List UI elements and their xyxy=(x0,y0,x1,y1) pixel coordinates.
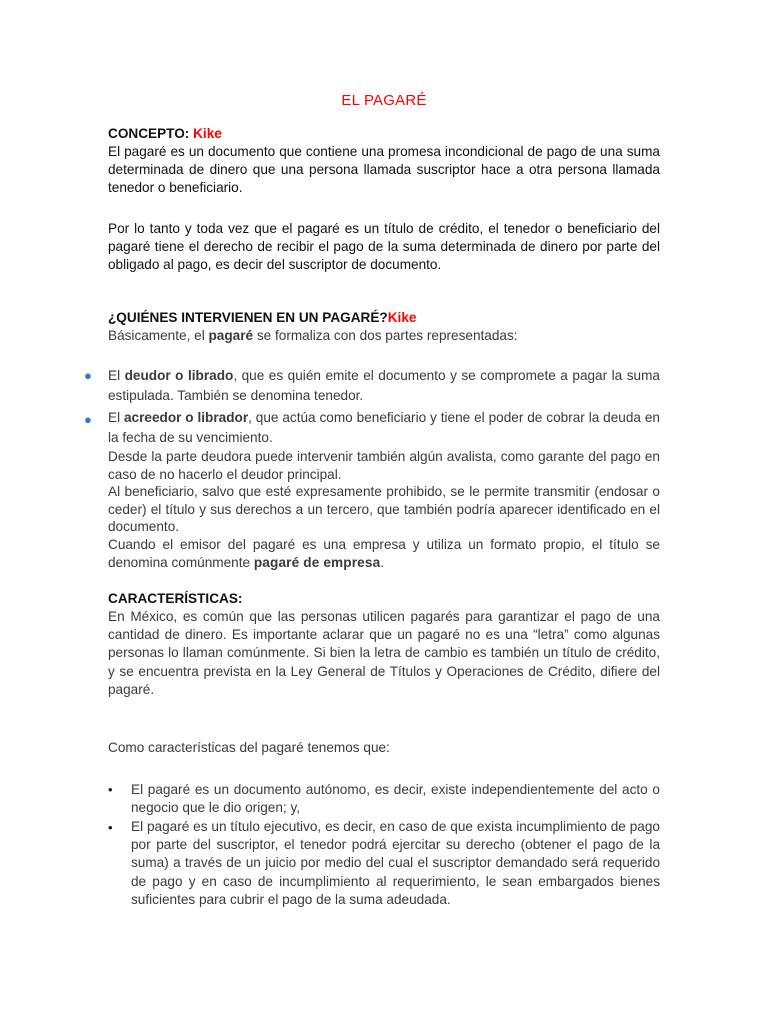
intervienen-intro xyxy=(108,327,660,345)
caracteristicas-intro: Como características del pagaré tenemos que: xyxy=(108,740,390,755)
item2-bold: acreedor o librador xyxy=(123,410,249,425)
beneficiario-paragraph: Al beneficiario, salvo que esté expresamente prohibido, se le permite transmitir (endosar o ceder) el título y sus derechos a un tercero, que también podría aparecer identificado en el documento. xyxy=(108,484,660,535)
emisor-paragraph xyxy=(108,536,660,571)
concepto-paragraph-2: Por lo tanto y toda vez que el pagaré es un título de crédito, el tenedor o beneficiario del pagaré tiene el derecho de recibir el pago de la suma determinada de dinero por parte del obligado al pago, es decir del suscriptor de documento. xyxy=(108,221,660,273)
intervienen-details xyxy=(108,448,660,571)
concepto-section xyxy=(108,125,660,198)
bullet-dot-icon: • xyxy=(108,820,113,835)
caracteristica-item-2-text: El pagaré es un título ejecutivo, es decir, en caso de que exista incumplimiento de pago por parte del suscriptor, el tenedor podrá ejercitar su derecho (obtener el pago de la suma) a través de un juicio por medio del cual el suscriptor demandado será requerido de pago y en caso de incumplimiento al requerimiento, le sean embargados bienes suficientes para cubrir el pago de la suma adeudada. xyxy=(131,819,660,907)
item2-text-a: El xyxy=(108,410,124,425)
bullet-dot-icon: ● xyxy=(84,368,92,383)
bullet-dot-icon: ● xyxy=(84,412,92,427)
item1-bold: deudor o librado xyxy=(124,368,234,383)
intervienen-heading-label: ¿QUIÉNES INTERVIENEN EN UN PAGARÉ? xyxy=(108,310,388,325)
list-item-deudor xyxy=(108,366,660,406)
emisor-bold: pagaré de empresa xyxy=(253,554,381,570)
concepto-author: Kike xyxy=(193,126,222,141)
caracteristica-item-1 xyxy=(131,781,660,817)
caracteristicas-intro-block xyxy=(108,739,660,757)
document-title: EL PAGARÉ xyxy=(341,92,427,109)
intervienen-author: Kike xyxy=(387,310,417,325)
caracteristicas-section xyxy=(108,590,660,699)
caracteristicas-paragraph: En México, es común que las personas utilicen pagarés para garantizar el pago de una cantidad de dinero. Es importante aclarar que un pagaré no es una “letra” como algunas personas lo llaman comúnmente. Si bien la letra de cambio es también un título de crédito, y se encuentra prevista en la Ley General de Títulos y Operaciones de Crédito, difiere del pagaré. xyxy=(108,609,660,697)
list-item-deudor-text xyxy=(108,366,660,406)
item1-text-a: El xyxy=(108,368,125,383)
item1-text-b: , que es quién emite el documento y se compromete a pagar la suma estipulada. También se denomina tenedor. xyxy=(108,368,660,403)
caracteristicas-heading: CARACTERÍSTICAS: xyxy=(108,591,243,606)
intervienen-section xyxy=(108,309,660,345)
concepto-paragraph-2-block xyxy=(108,220,660,275)
list-item-acreedor-text xyxy=(108,408,660,448)
intervienen-intro-bold: pagaré xyxy=(208,328,254,343)
bullet-dot-icon: • xyxy=(108,782,113,797)
concepto-heading-label: CONCEPTO: xyxy=(108,126,190,141)
caracteristica-item-1-text: El pagaré es un documento autónomo, es decir, existe independientemente del acto o negocio que le dio origen; y, xyxy=(131,782,660,816)
caracteristica-item-2 xyxy=(131,818,660,909)
concepto-paragraph-1: El pagaré es un documento que contiene una promesa incondicional de pago de una suma determinada de dinero que una persona llamada suscriptor hace a otra persona llamada tenedor o beneficiario. xyxy=(108,144,660,196)
intervienen-intro-text-a: Básicamente, el xyxy=(108,328,209,343)
list-item-acreedor xyxy=(108,408,660,448)
intervienen-intro-text-b: se formaliza con dos partes representadas: xyxy=(253,328,518,343)
concepto-heading xyxy=(108,125,660,143)
item2-text-b: , que actúa como beneficiario y tiene el poder de cobrar la deuda en la fecha de su vencimiento. xyxy=(108,410,660,445)
avalista-paragraph: Desde la parte deudora puede intervenir también algún avalista, como garante del pago en caso de no hacerlo el deudor principal. xyxy=(108,449,660,482)
emisor-text-b: . xyxy=(380,554,385,570)
intervienen-heading xyxy=(108,309,660,327)
emisor-text-a: Cuando el emisor del pagaré es una empresa y utiliza un formato propio, el título se denomina comúnmente xyxy=(108,536,660,570)
